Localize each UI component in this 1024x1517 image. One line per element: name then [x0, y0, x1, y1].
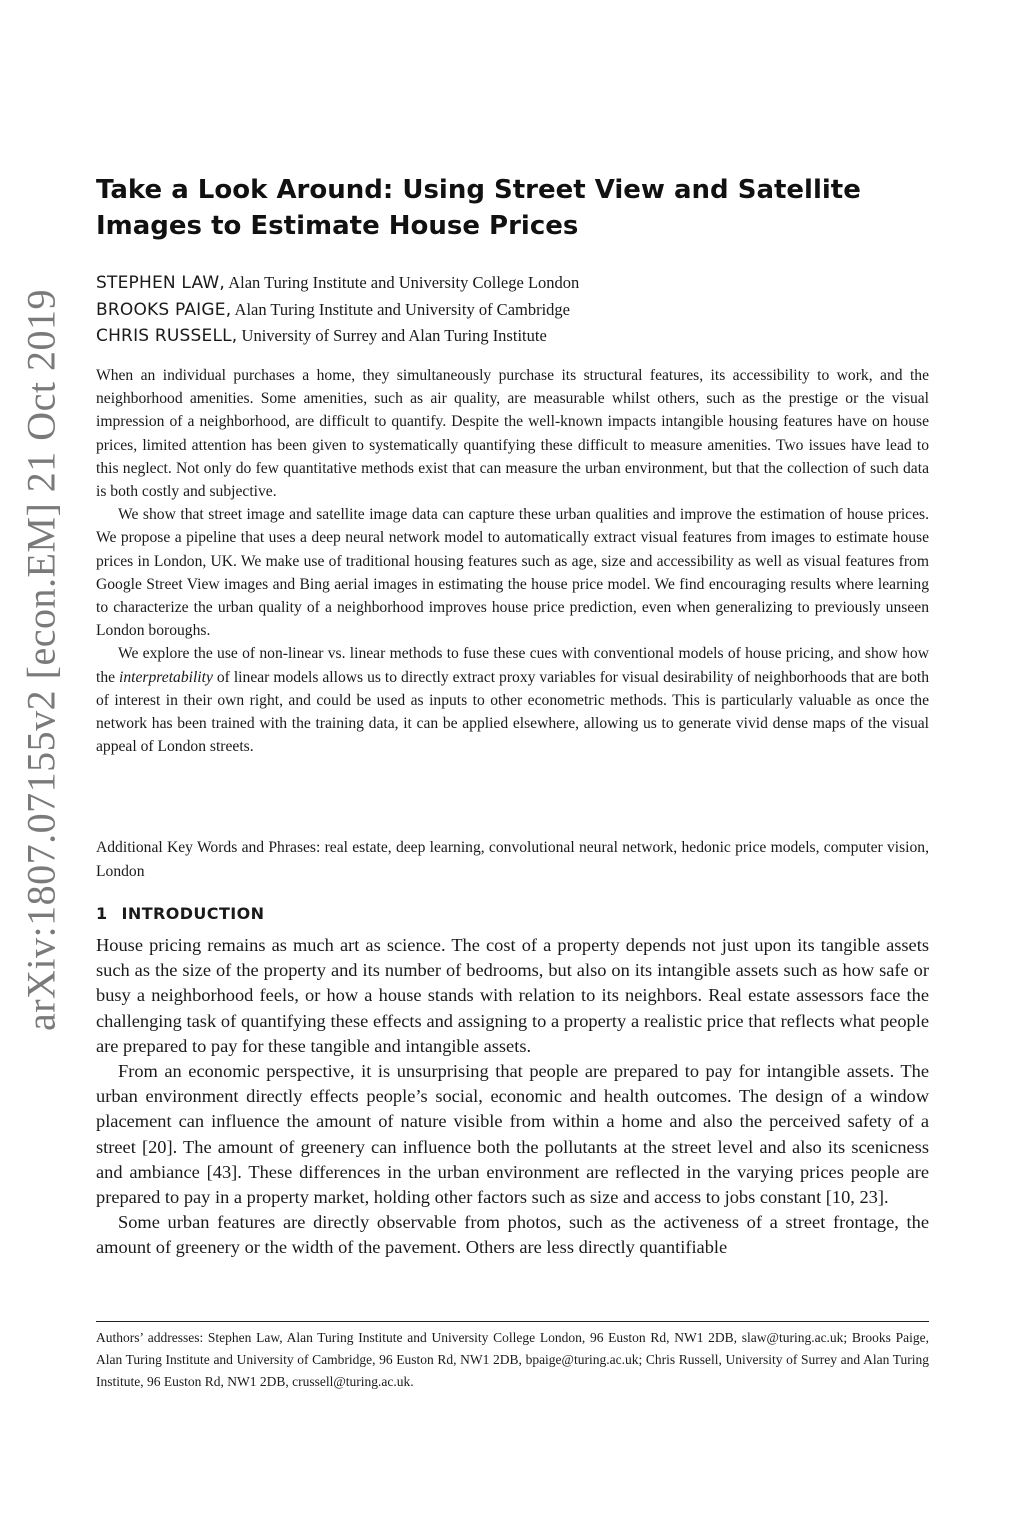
author-list	[96, 270, 936, 350]
abstract-text: of linear models allows us to directly extract proxy variables for visual desirability of neighborhoods that are both of interest in their own right, and could be used as inputs to other econometric methods. This is particularly valuable as once the network has been trained with the training data, it can be applied elsewhere, allowing us to generate vivid dense maps of the visual appeal of London streets.	[96, 668, 930, 756]
author-affiliation: Alan Turing Institute and University College London	[228, 273, 580, 292]
author-entry	[96, 297, 936, 324]
author-affiliation: University of Surrey and Alan Turing Institute	[241, 326, 547, 345]
paper-title: Take a Look Around: Using Street View and Satellite Images to Estimate House Prices	[96, 175, 861, 241]
author-name: BROOKS PAIGE,	[96, 299, 232, 320]
keywords: Additional Key Words and Phrases: real estate, deep learning, convolutional neural network, hedonic price models, computer vision, London	[96, 839, 929, 880]
author-affiliation: Alan Turing Institute and University of Cambridge	[234, 299, 571, 319]
author-name: STEPHEN LAW,	[96, 273, 225, 293]
arxiv-sidebar	[0, 0, 76, 1517]
body-paragraph: Some urban features are directly observable from photos, such as the activeness of a street frontage, the amount of greenery or the width of the pavement. Others are less directly quantifiable	[96, 1212, 929, 1258]
body-paragraph: From an economic perspective, it is unsurprising that people are prepared to pay for intangible assets. The urban environment directly effects people’s social, economic and health outcomes. The design of a window placement can influence the amount of nature visible from within a home and also the perceived safety of a street [20]. The amount of greenery can influence both the pollutants at the street level and also its scenicness and ambiance [43]. These differences in the urban environment are reflected in the varying prices people are prepared to pay in a property market, holding other factors such as size and access to jobs constant [10, 23].	[96, 1061, 929, 1208]
section-number: 1	[96, 904, 108, 923]
arxiv-identifier: arXiv:1807.07155v2 [econ.EM] 21 Oct 2019	[18, 288, 64, 1032]
body-paragraph: House pricing remains as much art as science. The cost of a property depends not just upon its tangible assets such as the size of the property and its number of bedrooms, but also on its intangible assets such as how safe or busy a neighborhood feels, or how a house stands with relation to its neighbors. Real estate assessors face the challenging task of quantifying these effects and assigning to a property a realistic price that reflects what people are prepared to pay for these tangible and intangible assets.	[96, 935, 929, 1056]
author-entry	[96, 323, 936, 350]
abstract-paragraph	[96, 642, 929, 758]
introduction-body	[96, 933, 929, 1261]
author-addresses-footnote: Authors’ addresses: Stephen Law, Alan Turing Institute and University College London, 96 Euston Rd, NW1 2DB, slaw@turing.ac.uk; Brooks Paige, Alan Turing Institute and University of Cambridge, 96 Euston Rd, NW1 2DB, bpaige@turing.ac.uk; Chris Russell, University of Surrey and Alan Turing Institute, 96 Euston Rd, NW1 2DB, crussell@turing.ac.uk.	[96, 1330, 929, 1389]
author-name: CHRIS RUSSELL,	[96, 326, 238, 346]
footnote-divider	[96, 1321, 929, 1322]
abstract	[96, 364, 929, 758]
section-title: INTRODUCTION	[121, 904, 265, 923]
section-heading	[96, 904, 264, 923]
abstract-emphasis: interpretability	[119, 668, 213, 686]
author-entry	[96, 270, 936, 297]
abstract-paragraph: When an individual purchases a home, they simultaneously purchase its structural features, its accessibility to work, and the neighborhood amenities. Some amenities, such as air quality, are measurable whilst others, such as the prestige or the visual impression of a neighborhood, are difficult to quantify. Despite the well-known impacts intangible housing features have on house prices, limited attention has been given to systematically quantifying these difficult to measure amenities. Two issues have lead to this neglect. Not only do few quantitative methods exist that can measure the urban environment, but that the collection of such data is both costly and subjective.	[96, 367, 929, 501]
abstract-text: We explore the use of non-linear vs. linear methods to fuse these cues with conventional models of house pricing, and show how the	[96, 645, 929, 686]
abstract-paragraph: We show that street image and satellite image data can capture these urban qualities and improve the estimation of house prices. We propose a pipeline that uses a deep neural network model to automatically extract visual features from images to estimate house prices in London, UK. We make use of traditional housing features such as age, size and accessibility as well as visual features from Google Street View images and Bing aerial images in estimating the house price model. We find encouraging results where learning to characterize the urban quality of a neighborhood improves house price prediction, even when generalizing to previously unseen London boroughs.	[96, 506, 929, 640]
